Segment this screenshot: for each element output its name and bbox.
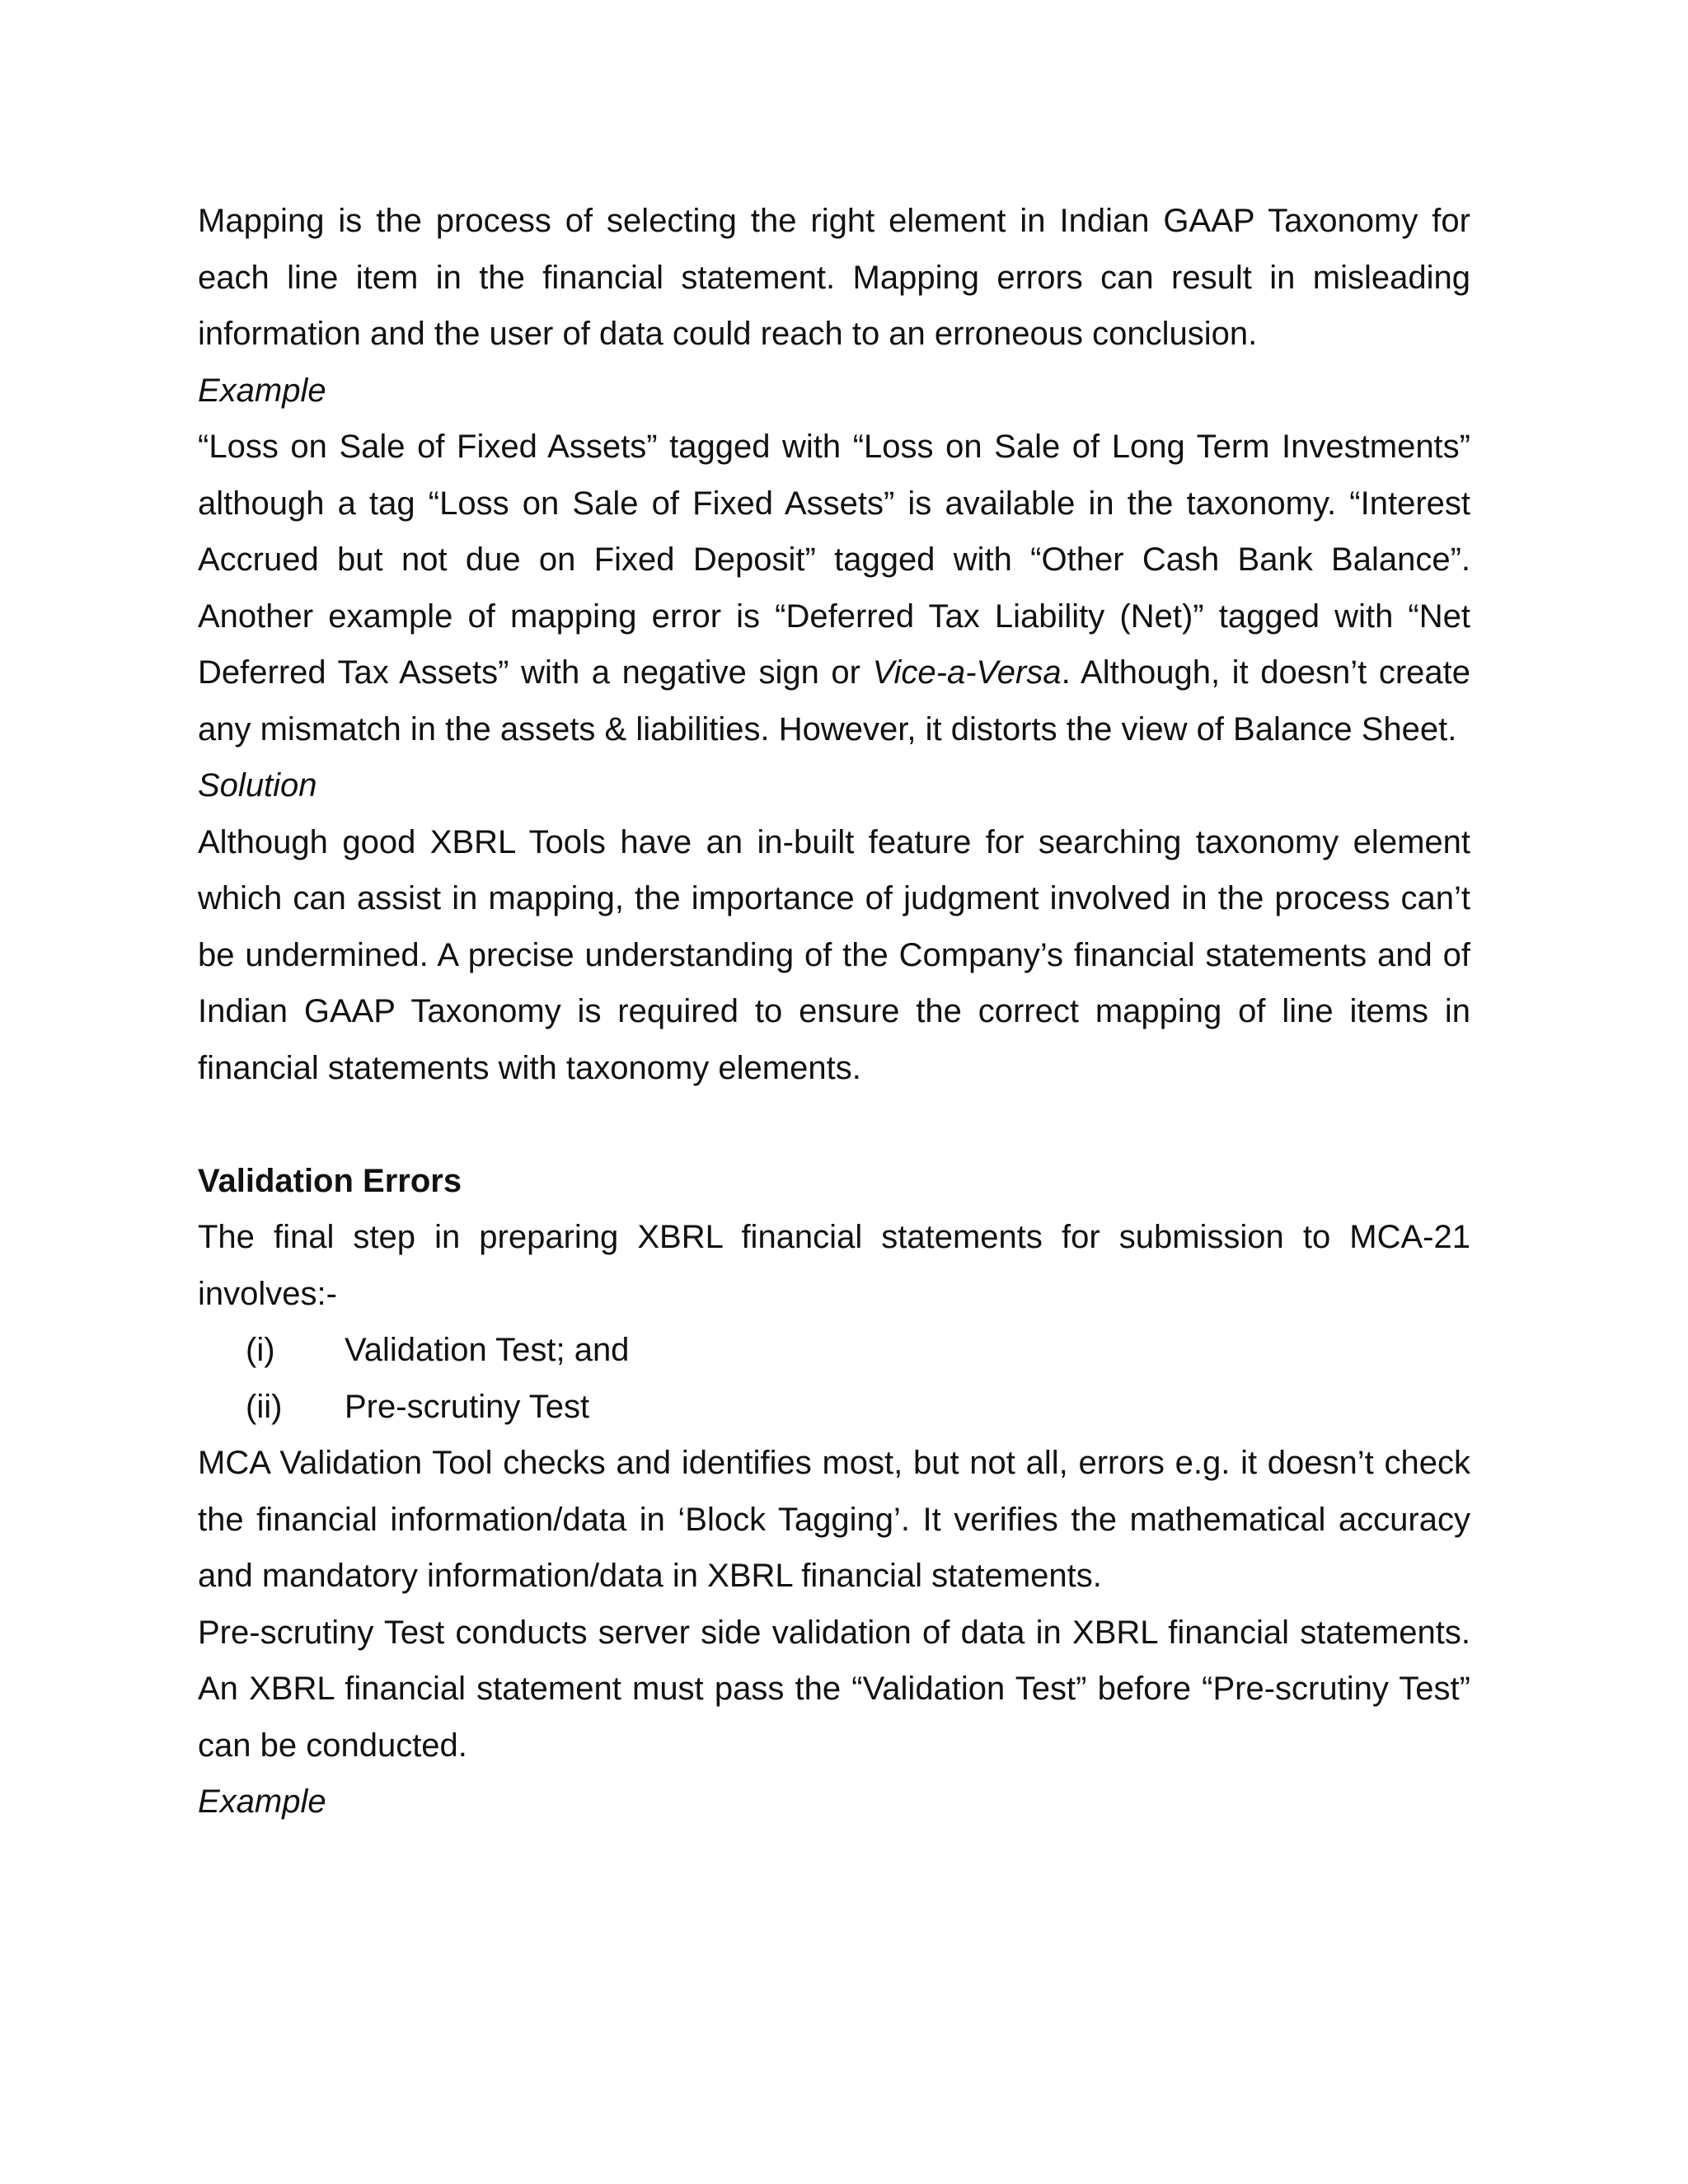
validation-errors-heading: Validation Errors xyxy=(198,1162,462,1199)
section-spacer xyxy=(198,1096,1470,1153)
mapping-solution-paragraph: Although good XBRL Tools have an in-built feature for searching taxonomy element which can assist in mapping, the importance of judgment involved in the process can’t be undermined. A precise understanding of the Company’s financial statements and of Indian GAAP Taxonomy is required to ensure the correct mapping of line items in financial statements with taxonomy elements. xyxy=(198,823,1470,1086)
mapping-example-text-before: “Loss on Sale of Fixed Assets” tagged with “Loss on Sale of Long Term Investments” although a tag “Loss on Sale of Fixed Assets” is available in the taxonomy. “Interest Accrued but not due on Fixed Deposit” tagged with “Other Cash Bank Balance”. Another example of mapping error is “Deferred Tax Liability (Net)” tagged with “Net Deferred Tax Assets” with a negative sign or xyxy=(198,429,1470,691)
document-page xyxy=(198,193,1470,1830)
mapping-example-text-italic: Vice-a-Versa xyxy=(872,654,1062,691)
validation-intro-paragraph: The final step in preparing XBRL financial statements for submission to MCA-21 involves:- xyxy=(198,1219,1470,1312)
prescrutiny-paragraph: Pre-scrutiny Test conducts server side validation of data in XBRL financial statements. An XBRL financial statement must pass the “Validation Test” before “Pre-scrutiny Test” can be conducted. xyxy=(198,1614,1470,1764)
validation-example-label: Example xyxy=(198,1783,326,1820)
validation-list-item xyxy=(198,1379,1470,1436)
list-item-number: (ii) xyxy=(246,1388,283,1425)
list-item-text: Validation Test; and xyxy=(345,1332,630,1368)
mapping-intro-paragraph: Mapping is the process of selecting the right element in Indian GAAP Taxonomy for each line item in the financial statement. Mapping errors can result in misleading information and the user of data could reach to an erroneous conclusion. xyxy=(198,203,1470,352)
mapping-example-text-after: . Although, it doesn’t create any mismatch in the assets & liabilities. However, it distorts the view of Balance Sheet. xyxy=(198,654,1471,748)
list-item-text: Pre-scrutiny Test xyxy=(345,1388,590,1425)
mapping-example-label: Example xyxy=(198,372,326,409)
mapping-solution-label: Solution xyxy=(198,767,317,804)
validation-list-item xyxy=(198,1322,1470,1379)
validation-tool-paragraph: MCA Validation Tool checks and identifies most, but not all, errors e.g. it doesn’t check the financial information/data in ‘Block Tagging’. It verifies the mathematical accuracy and mandatory information/data in XBRL financial statements. xyxy=(198,1445,1470,1594)
mapping-example-paragraph xyxy=(198,419,1470,757)
list-item-number: (i) xyxy=(246,1332,275,1368)
